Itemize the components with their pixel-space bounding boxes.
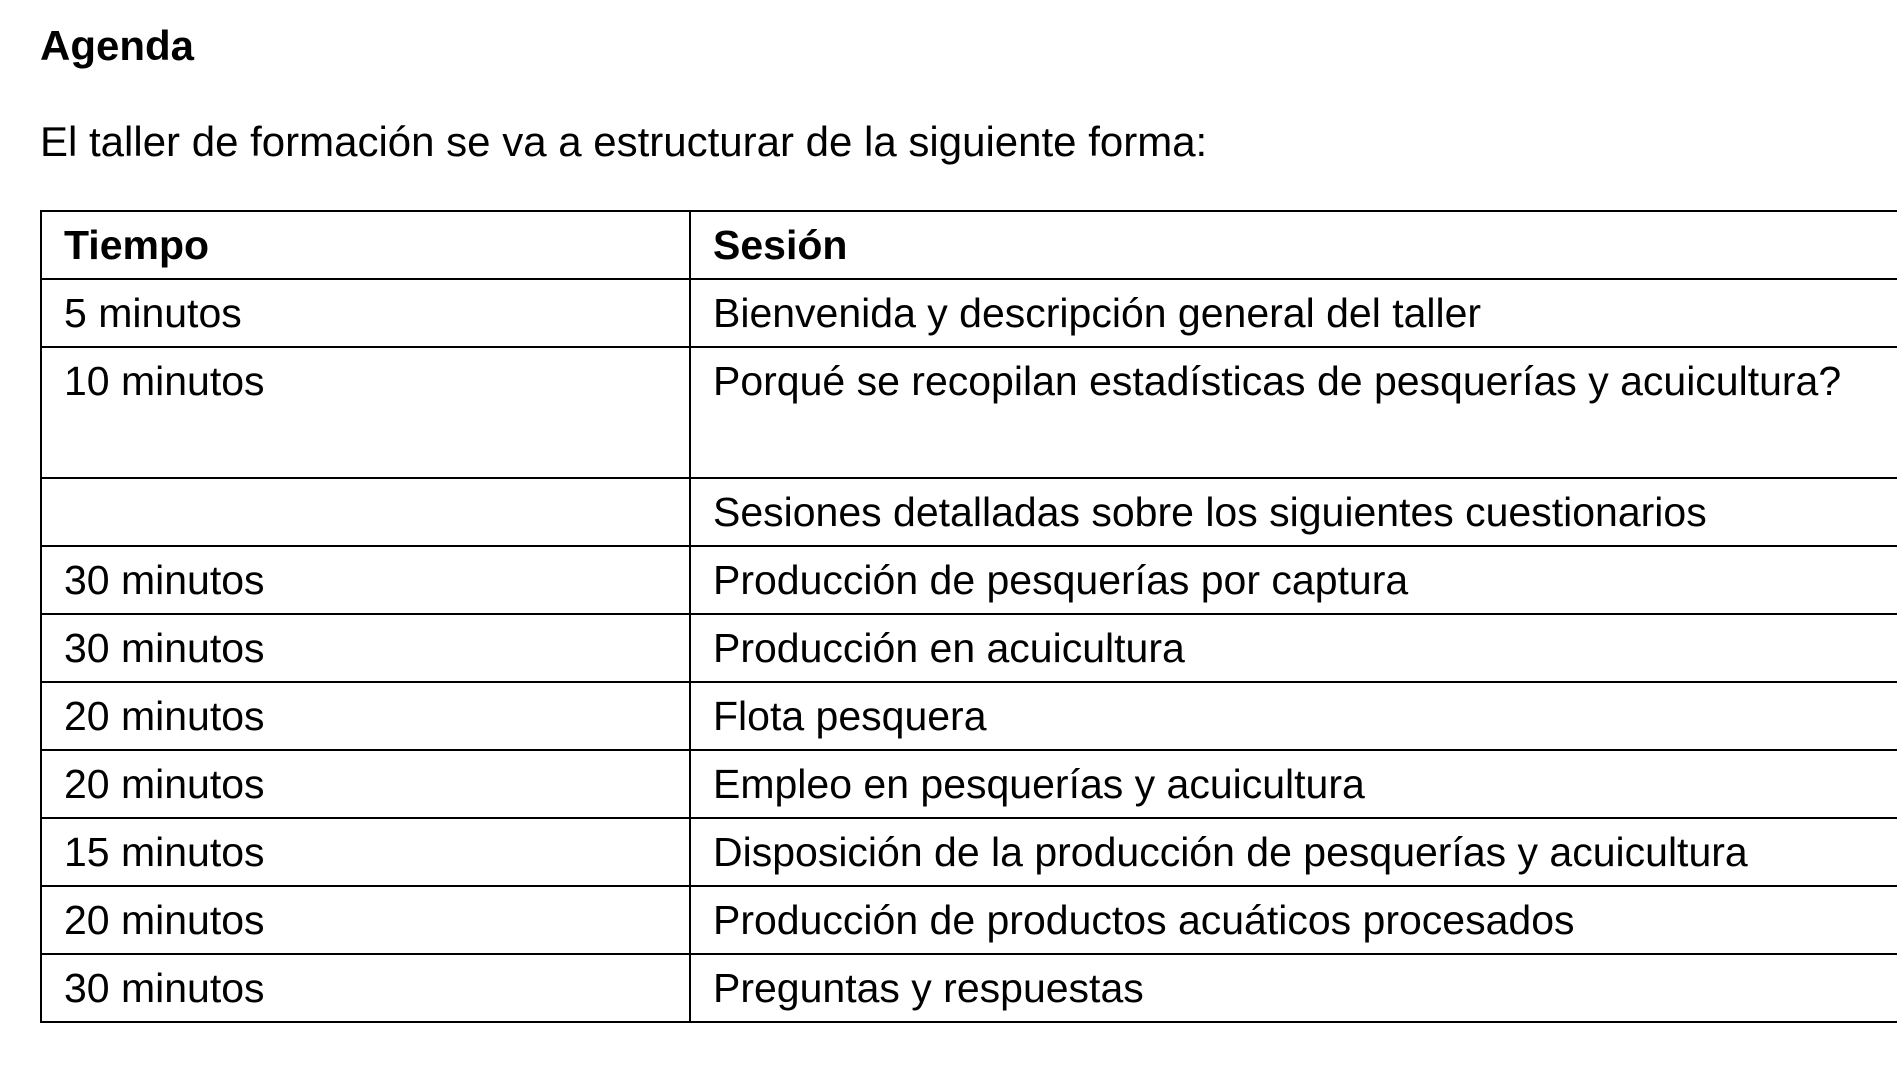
header-session: Sesión xyxy=(690,211,1897,279)
header-time: Tiempo xyxy=(41,211,690,279)
table-row xyxy=(41,682,1897,750)
table-header-row xyxy=(41,211,1897,279)
time-cell xyxy=(41,478,690,546)
session-cell: Porqué se recopilan estadísticas de pesquerías y acuicultura? xyxy=(690,347,1897,478)
table-row xyxy=(41,886,1897,954)
time-cell: 30 minutos xyxy=(41,954,690,1022)
session-cell: Flota pesquera xyxy=(690,682,1897,750)
session-cell: Preguntas y respuestas xyxy=(690,954,1897,1022)
table-row xyxy=(41,818,1897,886)
session-cell: Sesiones detalladas sobre los siguientes cuestionarios xyxy=(690,478,1897,546)
time-cell: 30 minutos xyxy=(41,546,690,614)
session-cell: Producción en acuicultura xyxy=(690,614,1897,682)
session-cell: Producción de pesquerías por captura xyxy=(690,546,1897,614)
table-row xyxy=(41,614,1897,682)
table-row xyxy=(41,347,1897,478)
time-cell: 5 minutos xyxy=(41,279,690,347)
session-cell: Empleo en pesquerías y acuicultura xyxy=(690,750,1897,818)
time-cell: 20 minutos xyxy=(41,750,690,818)
table-row xyxy=(41,279,1897,347)
session-cell: Bienvenida y descripción general del taller xyxy=(690,279,1897,347)
table-row xyxy=(41,478,1897,546)
time-cell: 20 minutos xyxy=(41,682,690,750)
time-cell: 30 minutos xyxy=(41,614,690,682)
time-cell: 20 minutos xyxy=(41,886,690,954)
time-cell: 10 minutos xyxy=(41,347,690,478)
intro-paragraph: El taller de formación se va a estructurar de la siguiente forma: xyxy=(40,118,1208,165)
time-cell: 15 minutos xyxy=(41,818,690,886)
agenda-table xyxy=(40,210,1897,1023)
session-cell: Producción de productos acuáticos procesados xyxy=(690,886,1897,954)
table-row xyxy=(41,546,1897,614)
session-cell: Disposición de la producción de pesquerías y acuicultura xyxy=(690,818,1897,886)
table-row xyxy=(41,954,1897,1022)
table-row xyxy=(41,750,1897,818)
agenda-heading: Agenda xyxy=(40,22,195,69)
